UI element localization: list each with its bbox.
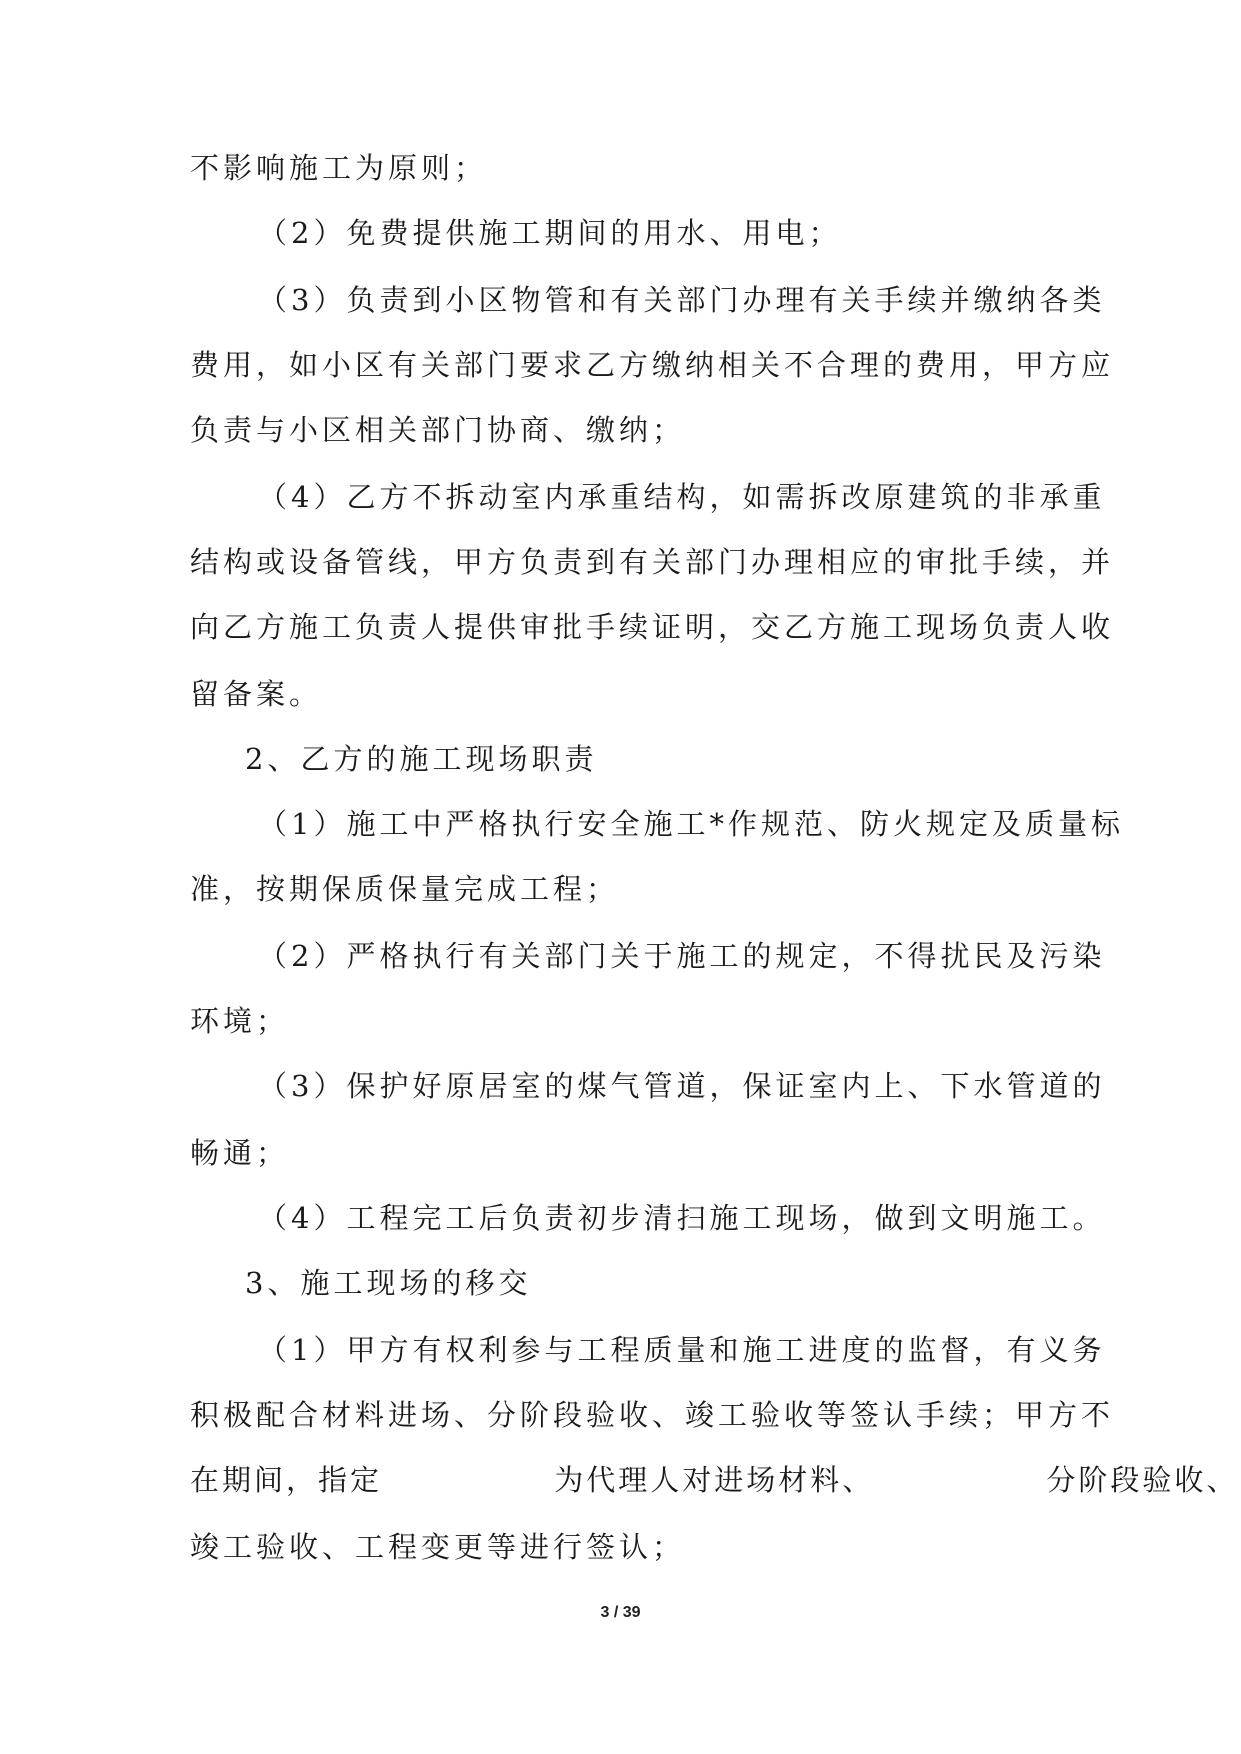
text-line: 结构或设备管线，甲方负责到有关部门办理相应的审批手续，并 [190, 545, 1115, 579]
text-line: （3）保护好原居室的煤气管道，保证室内上、下水管道的 [258, 1069, 1106, 1103]
page-number: 3 / 39 [600, 1604, 641, 1621]
text-line: 向乙方施工负责人提供审批手续证明，交乙方施工现场负责人收 [190, 610, 1115, 644]
section-heading: 3、施工现场的移交 [245, 1266, 532, 1300]
text-line: （4）工程完工后负责初步清扫施工现场，做到文明施工。 [258, 1201, 1106, 1235]
text-line: 竣工验收、工程变更等进行签认； [190, 1530, 686, 1564]
section-heading: 2、乙方的施工现场职责 [245, 742, 598, 776]
text-line: （1）甲方有权利参与工程质量和施工进度的监督，有义务 [258, 1333, 1106, 1367]
text-line: 积极配合材料进场、分阶段验收、竣工验收等签认手续；甲方不 [190, 1398, 1115, 1432]
text-line: （1）施工中严格执行安全施工*作规范、防火规定及质量标 [258, 807, 1124, 841]
text-line: 留备案。 [190, 677, 323, 711]
text-line: 不影响施工为原则； [190, 151, 488, 185]
text-line: 畅通； [190, 1136, 290, 1170]
text-line: 准，按期保质保量完成工程； [190, 872, 620, 906]
text-line: 负责与小区相关部门协商、缴纳； [190, 413, 686, 447]
text-line: 环境； [190, 1004, 290, 1038]
text-line: （3）负责到小区物管和有关部门办理有关手续并缴纳各类 [258, 283, 1106, 317]
text-line: （4）乙方不拆动室内承重结构，如需拆改原建筑的非承重 [258, 480, 1106, 514]
text-line: （2）免费提供施工期间的用水、用电； [258, 216, 842, 250]
text-line: 费用，如小区有关部门要求乙方缴纳相关不合理的费用，甲方应 [190, 348, 1115, 382]
text-line: 在期间，指定 为代理人对进场材料、 分阶段验收、 [190, 1463, 1239, 1497]
text-line: （2）严格执行有关部门关于施工的规定，不得扰民及污染 [258, 939, 1106, 973]
